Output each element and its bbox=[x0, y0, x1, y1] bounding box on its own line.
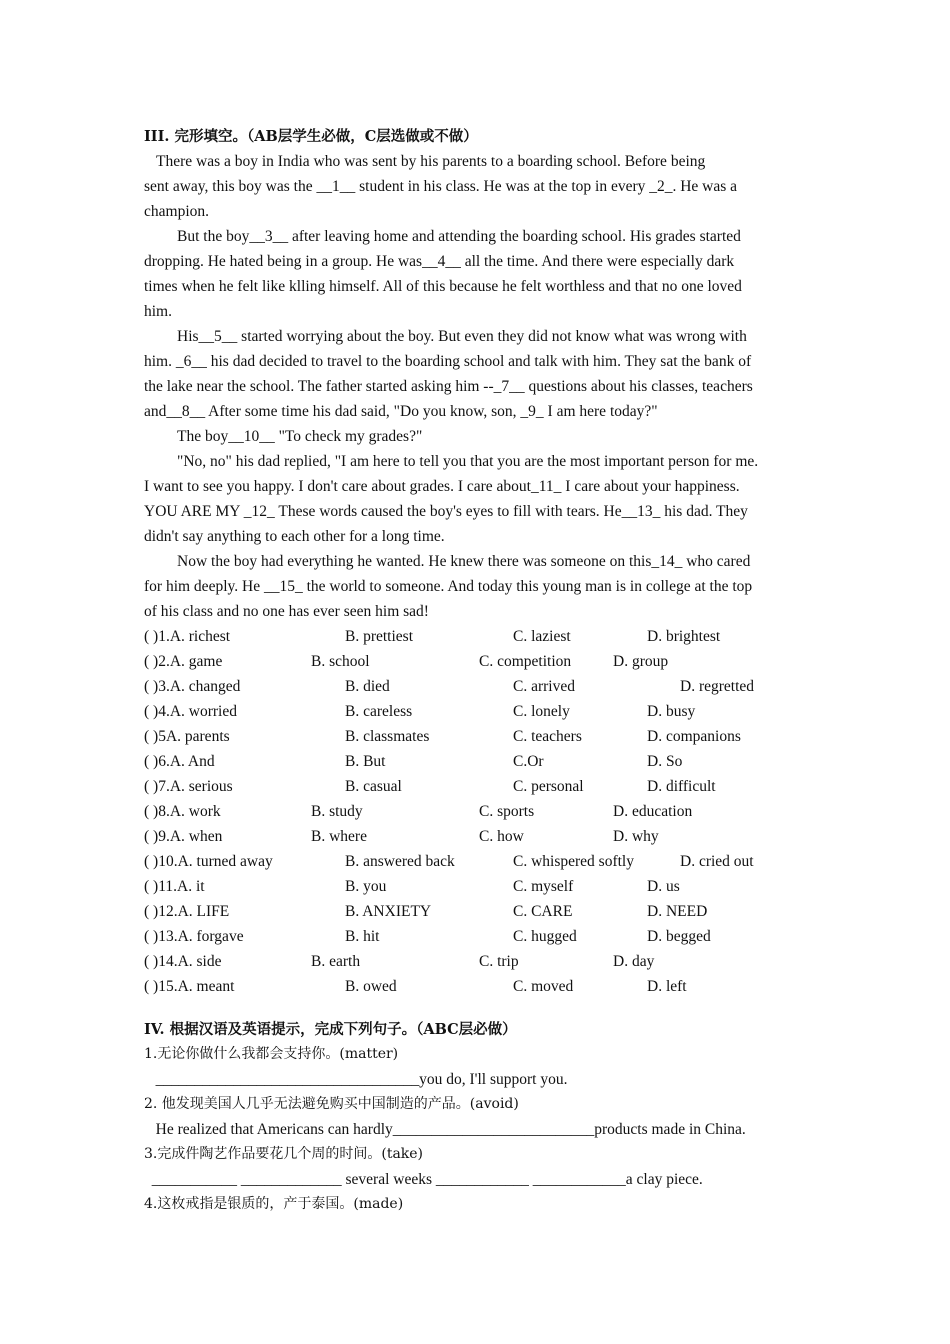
question-option-a: ( )1.A. richest bbox=[144, 628, 231, 645]
question-option-c: C. arrived bbox=[513, 678, 575, 695]
question-row bbox=[144, 699, 810, 724]
question-option-b: B. prettiest bbox=[345, 628, 414, 645]
question-row bbox=[144, 974, 810, 999]
passage-line: His__5__ started worrying about the boy. But even they did not know what was wrong with bbox=[177, 328, 747, 345]
passage-line: YOU ARE MY _12_ These words caused the boy's eyes to fill with tears. He__13_ his dad. They bbox=[144, 503, 748, 520]
passage-line: times when he felt like klling himself. All of this because he felt worthless and that no one loved bbox=[144, 278, 742, 295]
passage-line: sent away, this boy was the __1__ student in his class. He was at the top in every _2_. He was a bbox=[144, 178, 738, 195]
translation-prompt: 3.完成件陶艺作品要花几个周的时间。(take) bbox=[144, 1146, 424, 1162]
question-option-a: ( )12.A. LIFE bbox=[144, 903, 230, 920]
cloze-questions bbox=[144, 624, 810, 999]
translation-prompt: 4.这枚戒指是银质的，产于泰国。(made) bbox=[144, 1196, 404, 1212]
translation-prompt: 2. 他发现美国人几乎无法避免购买中国制造的产品。(avoid) bbox=[144, 1096, 519, 1112]
section4-title: IV. 根据汉语及英语提示，完成下列句子。（ABC层必做） bbox=[144, 1021, 517, 1038]
worksheet-page bbox=[144, 124, 810, 1217]
question-option-d: D. left bbox=[647, 978, 687, 995]
question-option-c: C. trip bbox=[479, 953, 519, 970]
passage-line: him. bbox=[144, 303, 172, 320]
question-option-c: C. competition bbox=[479, 653, 572, 670]
question-option-c: C. how bbox=[479, 828, 524, 845]
passage-line: the lake near the school. The father started asking him --_7__ questions about his classes, teachers bbox=[144, 378, 753, 395]
passage-line: dropping. He hated being in a group. He was__4__ all the time. And there were especially dark bbox=[144, 253, 735, 270]
question-option-b: B. earth bbox=[311, 953, 361, 970]
question-option-a: ( )6.A. And bbox=[144, 753, 215, 770]
question-option-d: D. So bbox=[647, 753, 683, 770]
translation-answer-line: __________________________________you do, I'll support you. bbox=[144, 1071, 568, 1088]
question-option-d: D. cried out bbox=[680, 853, 754, 870]
question-option-a: ( )13.A. forgave bbox=[144, 928, 244, 945]
passage-line: But the boy__3__ after leaving home and attending the boarding school. His grades started bbox=[177, 228, 741, 245]
question-option-d: D. companions bbox=[647, 728, 741, 745]
question-row bbox=[144, 749, 810, 774]
question-option-a: ( )11.A. it bbox=[144, 878, 205, 895]
passage-line: I want to see you happy. I don't care about grades. I care about_11_ I care about your happiness. bbox=[144, 478, 740, 495]
question-option-a: ( )14.A. side bbox=[144, 953, 222, 970]
passage-line: for him deeply. He __15_ the world to someone. And today this young man is in college at the top bbox=[144, 578, 753, 595]
passage-line: of his class and no one has ever seen him sad! bbox=[144, 603, 429, 620]
question-row bbox=[144, 874, 810, 899]
question-option-a: ( )5A. parents bbox=[144, 728, 230, 745]
question-row bbox=[144, 799, 810, 824]
question-row bbox=[144, 674, 810, 699]
question-option-a: ( )2.A. game bbox=[144, 653, 223, 670]
question-option-c: C. whispered softly bbox=[513, 853, 634, 870]
question-option-b: B. careless bbox=[345, 703, 413, 720]
question-option-d: D. difficult bbox=[647, 778, 716, 795]
question-option-d: D. regretted bbox=[680, 678, 755, 695]
passage-line: There was a boy in India who was sent by his parents to a boarding school. Before being bbox=[156, 153, 706, 170]
translation-items bbox=[144, 1042, 810, 1217]
question-row bbox=[144, 899, 810, 924]
question-option-d: D. group bbox=[613, 653, 669, 670]
question-option-c: C. personal bbox=[513, 778, 584, 795]
passage-line: him. _6__ his dad decided to travel to the boarding school and talk with him. They sat the bank of bbox=[144, 353, 752, 370]
question-option-b: B. classmates bbox=[345, 728, 430, 745]
question-row bbox=[144, 949, 810, 974]
question-row bbox=[144, 724, 810, 749]
question-option-b: B. study bbox=[311, 803, 363, 820]
question-row bbox=[144, 624, 810, 649]
passage-line: The boy__10__ "To check my grades?" bbox=[177, 428, 423, 445]
question-option-c: C. hugged bbox=[513, 928, 577, 945]
question-option-d: D. NEED bbox=[647, 903, 708, 920]
translation-prompt: 1.无论你做什么我都会支持你。(matter) bbox=[144, 1046, 399, 1062]
question-option-c: C. CARE bbox=[513, 903, 573, 920]
question-option-d: D. why bbox=[613, 828, 659, 845]
question-option-b: B. answered back bbox=[345, 853, 455, 870]
question-option-d: D. education bbox=[613, 803, 693, 820]
passage-line: champion. bbox=[144, 203, 209, 220]
question-option-b: B. But bbox=[345, 753, 386, 770]
question-option-c: C. myself bbox=[513, 878, 574, 895]
passage-line: "No, no" his dad replied, "I am here to tell you that you are the most important person for me. bbox=[177, 453, 759, 470]
question-option-c: C. sports bbox=[479, 803, 535, 820]
question-option-b: B. casual bbox=[345, 778, 402, 795]
question-option-a: ( )9.A. when bbox=[144, 828, 223, 845]
question-row bbox=[144, 924, 810, 949]
question-option-d: D. begged bbox=[647, 928, 711, 945]
question-option-d: D. busy bbox=[647, 703, 696, 720]
question-row bbox=[144, 849, 810, 874]
question-option-c: C.Or bbox=[513, 753, 544, 770]
passage-line: didn't say anything to each other for a long time. bbox=[144, 528, 445, 545]
question-option-b: B. you bbox=[345, 878, 387, 895]
question-option-c: C. laziest bbox=[513, 628, 571, 645]
question-option-a: ( )15.A. meant bbox=[144, 978, 235, 995]
passage-line: and__8__ After some time his dad said, "Do you know, son, _9_ I am here today?" bbox=[144, 403, 658, 420]
question-option-c: C. teachers bbox=[513, 728, 582, 745]
question-option-b: B. hit bbox=[345, 928, 380, 945]
question-option-b: B. owed bbox=[345, 978, 397, 995]
question-option-b: B. died bbox=[345, 678, 390, 695]
question-option-a: ( )4.A. worried bbox=[144, 703, 237, 720]
question-option-b: B. ANXIETY bbox=[345, 903, 432, 920]
question-option-d: D. brightest bbox=[647, 628, 721, 645]
question-row bbox=[144, 649, 810, 674]
question-option-a: ( )10.A. turned away bbox=[144, 853, 273, 870]
translation-answer-line: He realized that Americans can hardly__________________________products made in China. bbox=[144, 1121, 746, 1138]
question-option-c: C. moved bbox=[513, 978, 574, 995]
question-option-b: B. school bbox=[311, 653, 370, 670]
question-option-b: B. where bbox=[311, 828, 367, 845]
translation-answer-line: ___________ _____________ several weeks ____________ ____________a clay piece. bbox=[144, 1171, 703, 1188]
cloze-passage bbox=[144, 149, 810, 624]
section3-title: III. 完形填空。（AB层学生必做，C层选做或不做） bbox=[144, 128, 478, 145]
passage-line: Now the boy had everything he wanted. He knew there was someone on this_14_ who cared bbox=[177, 553, 751, 570]
question-row bbox=[144, 824, 810, 849]
question-option-a: ( )7.A. serious bbox=[144, 778, 233, 795]
question-option-d: D. day bbox=[613, 953, 655, 970]
question-option-a: ( )8.A. work bbox=[144, 803, 221, 820]
question-option-a: ( )3.A. changed bbox=[144, 678, 241, 695]
question-option-d: D. us bbox=[647, 878, 680, 895]
question-option-c: C. lonely bbox=[513, 703, 570, 720]
question-row bbox=[144, 774, 810, 799]
